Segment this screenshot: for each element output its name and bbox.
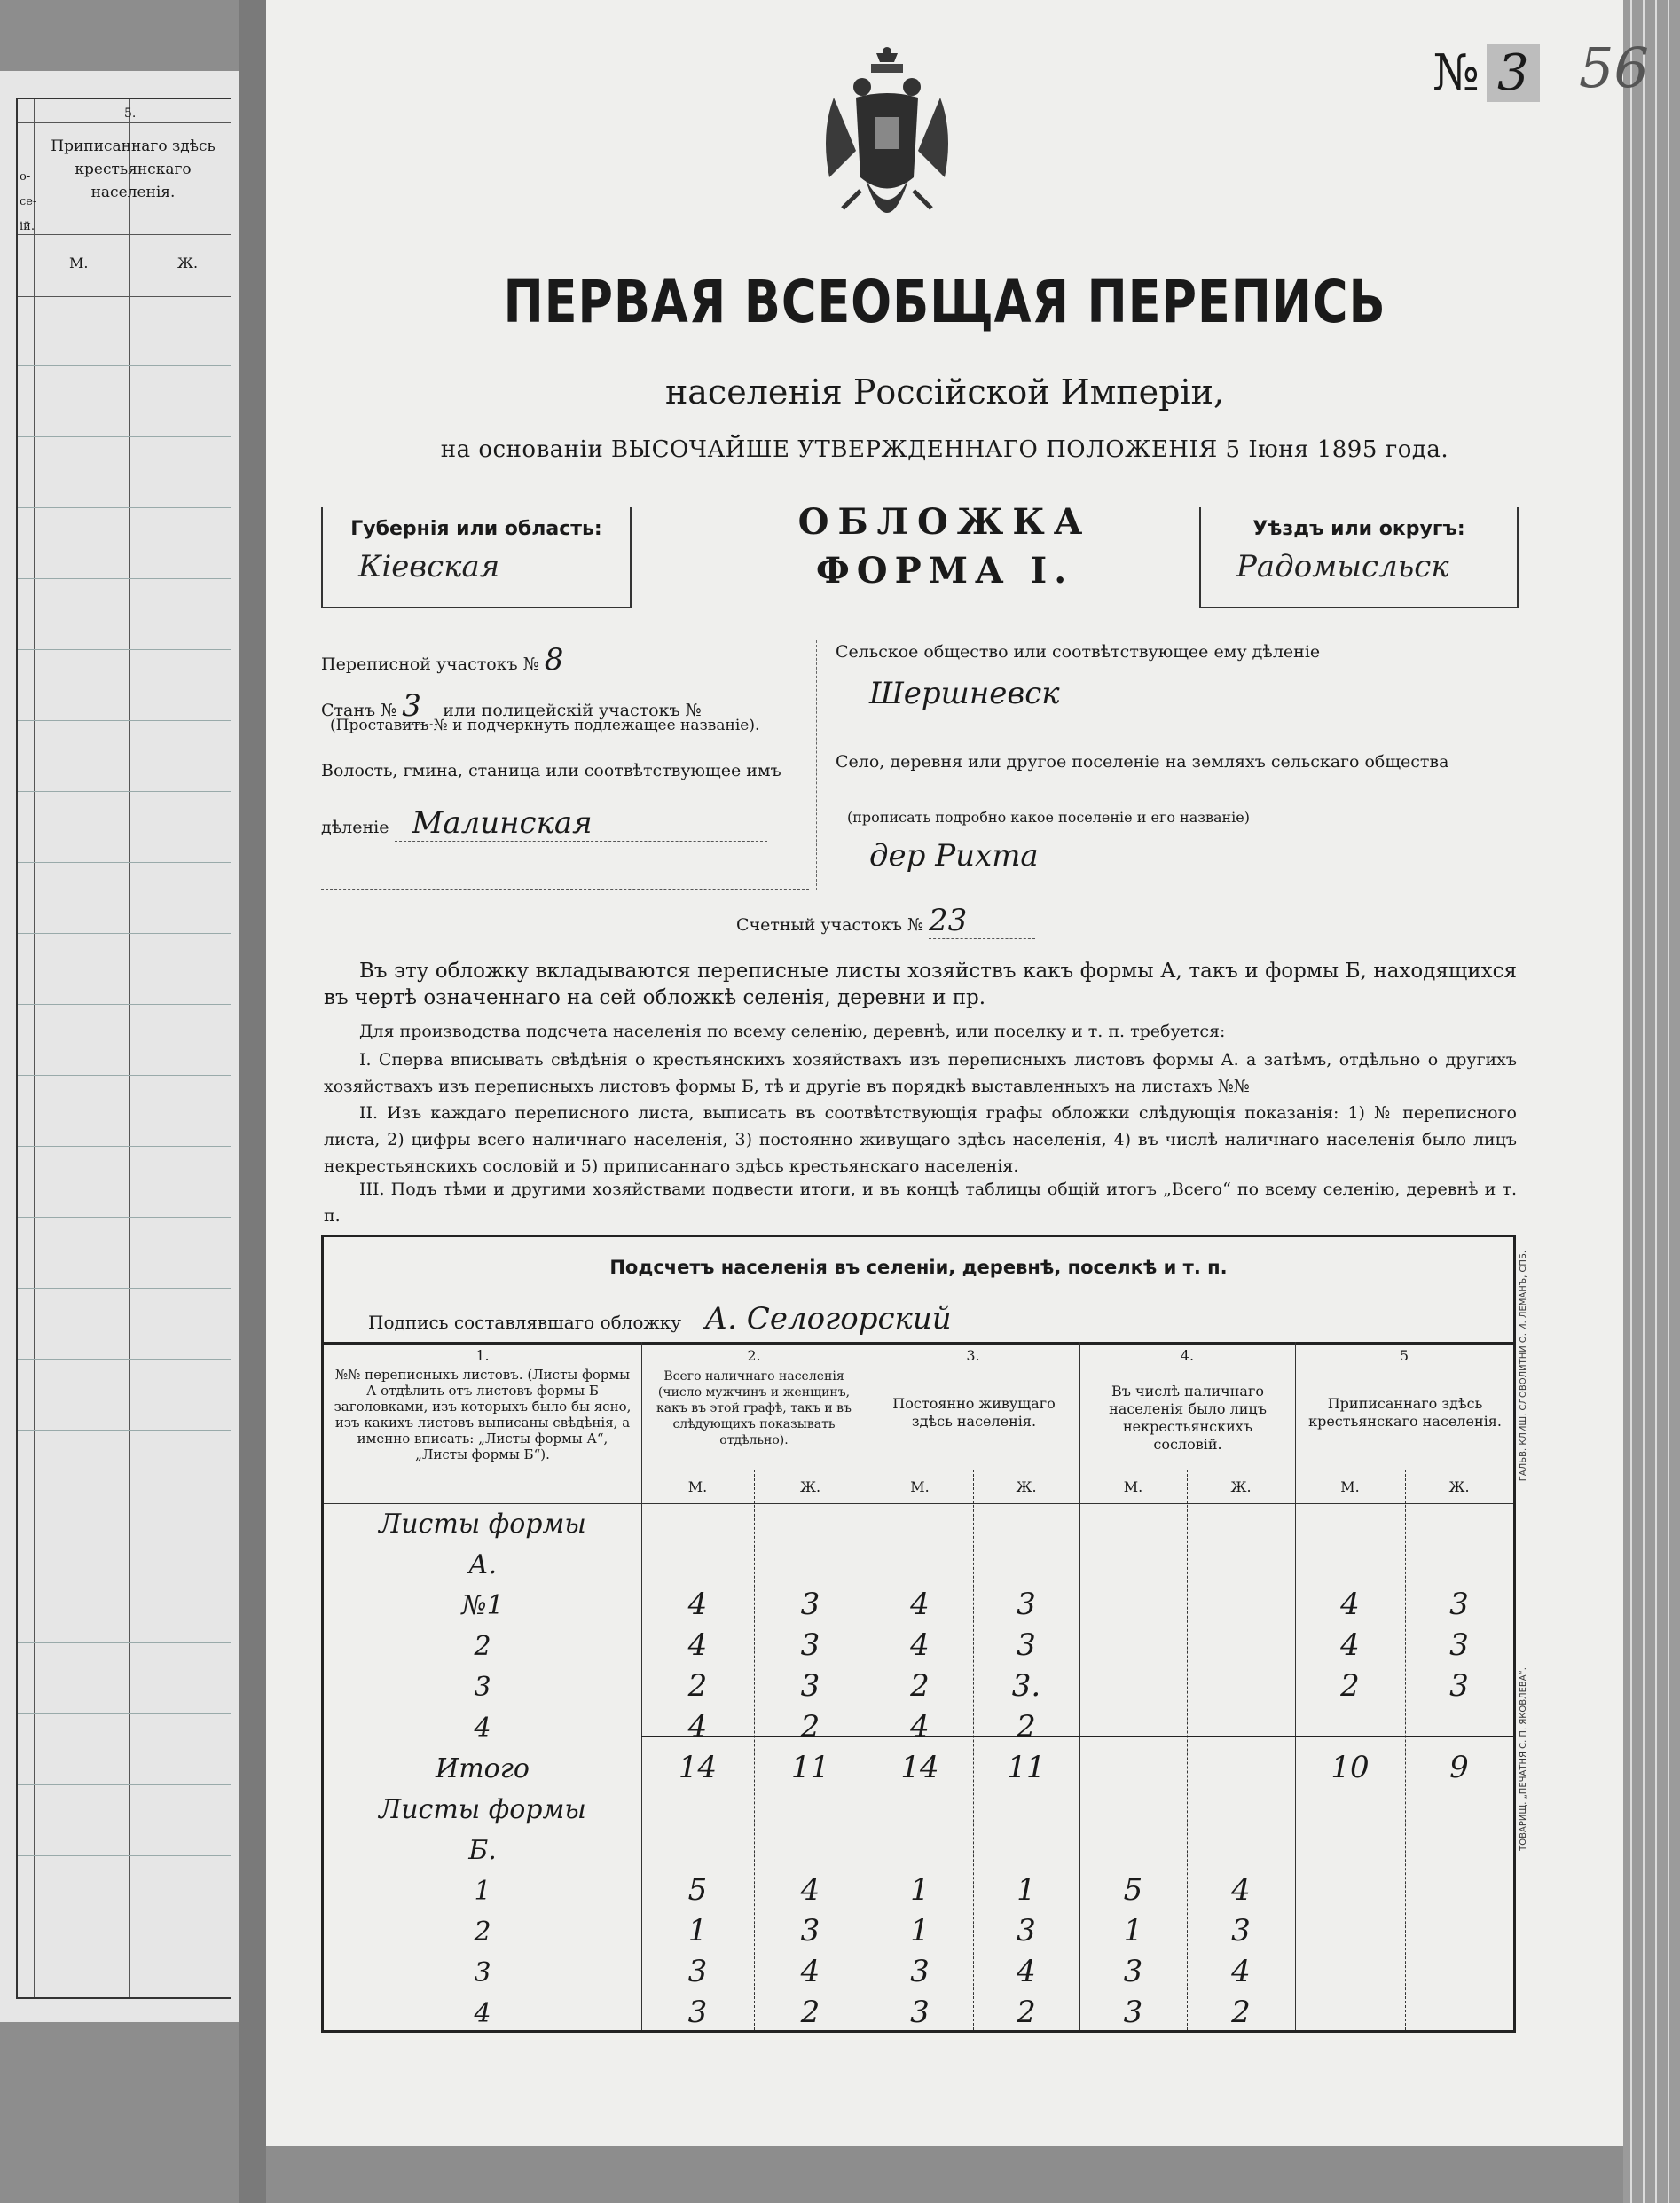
legal-basis: на основаніи ВЫСОЧАЙШЕ УТВЕРЖДЕННАГО ПОЛОЖЕНІЯ 5 Іюня 1895 года. <box>440 436 1449 463</box>
row-label: 2 <box>474 1917 491 1948</box>
row-cell: 9 <box>1449 1750 1469 1785</box>
field-divider <box>816 640 817 890</box>
row-cell: 5 <box>1123 1872 1143 1908</box>
row-cell: 4 <box>910 1587 930 1622</box>
left-male-header: М. <box>69 255 89 271</box>
volost-label: Волость, гмина, станица или соотвѣтствующее имъ <box>321 761 781 780</box>
female-header: Ж. <box>1016 1478 1037 1495</box>
instruction-paragraph: Для производства подсчета населенія по всему селенію, деревнѣ, или поселку и т. п. требуется: <box>359 1022 1226 1041</box>
village-label: Село, деревня или другое поселеніе на земляхъ сельскаго общества <box>836 752 1449 772</box>
male-header: М. <box>910 1478 930 1495</box>
left-column-number: 5. <box>124 106 137 121</box>
engraver-imprint: ГАЛЬВ. КЛИШ. СЛОВОЛИТНИ О. И. ЛЕМАНЪ, СПБ. <box>1519 1250 1528 1482</box>
signer-value: А. Селогорский <box>687 1301 1059 1337</box>
printer-imprint: ТОВАРИЩ. „ПЕЧАТНЯ С. П. ЯКОВЛЕВА“. <box>1519 1667 1528 1851</box>
row-label: Листы формы <box>379 1509 586 1540</box>
row-cell: 1 <box>1123 1913 1143 1948</box>
row-cell: 2 <box>1017 1995 1036 2030</box>
row-cell: 3 <box>1449 1587 1469 1622</box>
row-cell: 3 <box>1123 1954 1143 1989</box>
col-header: Постоянно живущаго здѣсь населенія. <box>892 1395 1056 1430</box>
left-fragment: iй. <box>20 220 35 233</box>
col-number: 3. <box>966 1347 980 1364</box>
row-cell: 3 <box>1017 1587 1036 1622</box>
col-header: Приписаннаго здѣсь крестьянскаго населенія. <box>1308 1395 1502 1430</box>
col-header: Въ числѣ наличнаго населенія было лицъ некрестьянскихъ сословій. <box>1109 1383 1267 1453</box>
row-cell: 1 <box>910 1913 930 1948</box>
female-header: Ж. <box>799 1478 821 1495</box>
row-cell: 2 <box>1340 1668 1360 1704</box>
archive-number <box>1433 44 1540 102</box>
volost-field <box>321 805 767 842</box>
left-fragment: се- <box>20 195 37 208</box>
male-header: М. <box>687 1478 708 1495</box>
female-header: Ж. <box>1230 1478 1252 1495</box>
census-district-value: 8 <box>545 642 749 678</box>
left-page-table <box>16 98 231 1999</box>
counting-district-label: Счетный участокъ № <box>736 915 923 935</box>
page-title: ПЕРВАЯ ВСЕОБЩАЯ ПЕРЕПИСЬ <box>503 268 1386 336</box>
village-value: дер Рихта <box>869 838 1039 874</box>
census-district-label: Переписной участокъ № <box>321 655 539 674</box>
gubernia-label: Губернія или область: <box>350 518 602 540</box>
row-cell: 3 <box>910 1954 930 1989</box>
row-label: 4 <box>474 1998 491 2029</box>
row-cell: 4 <box>687 1587 708 1622</box>
uezd-value: Радомысльск <box>1236 549 1449 584</box>
row-cell: 4 <box>1340 1587 1360 1622</box>
cover-heading: ОБЛОЖКА <box>797 501 1092 543</box>
row-cell: 4 <box>687 1627 708 1663</box>
instruction-paragraph: I. Сперва вписывать свѣдѣнія о крестьянскихъ хозяйствахъ изъ переписныхъ листовъ формы А. а затѣмъ, отдѣльно о другихъ хозяйствахъ изъ переписныхъ листовъ формы Б, тѣ и другіе въ порядкѣ выставленныхъ на листахъ №№ <box>324 1050 1517 1096</box>
row-label: А. <box>467 1549 498 1580</box>
stan-note: (Проставить № и подчеркнуть подлежащее названіе). <box>330 717 760 734</box>
archive-number-label: № <box>1433 44 1480 102</box>
male-header: М. <box>1340 1478 1360 1495</box>
page-subtitle: населенія Россійской Имперіи, <box>664 372 1225 412</box>
row-cell: 4 <box>1231 1872 1251 1908</box>
left-page-fragment <box>0 71 242 2022</box>
gubernia-value: Кіевская <box>358 549 500 584</box>
police-label: или полицейскій участокъ № <box>443 701 702 720</box>
stan-value: 3 <box>402 688 437 725</box>
row-cell: 10 <box>1331 1750 1370 1785</box>
row-cell: 5 <box>687 1872 708 1908</box>
col-number: 4. <box>1180 1347 1195 1364</box>
row-cell: 14 <box>678 1750 718 1785</box>
row-cell: 3. <box>1011 1668 1041 1704</box>
binding-gutter <box>239 0 266 2203</box>
row-cell: 3 <box>687 1995 708 2030</box>
row-cell: 3 <box>800 1627 820 1663</box>
row-cell: 3 <box>1123 1995 1143 2030</box>
row-cell: 3 <box>800 1587 820 1622</box>
col-header: №№ переписныхъ листовъ. (Листы формы А отдѣлить отъ листовъ формы Б заголовками, изъ которыхъ было бы ясно, изъ какихъ листовъ выписаны свѣдѣнія, а именно вписать: „Листы формы А“, „Листы формы Б“). <box>334 1367 632 1462</box>
counting-district-value: 23 <box>929 903 1035 939</box>
volost-value: Малинская <box>395 805 767 842</box>
row-cell: 1 <box>910 1872 930 1908</box>
sheet-number: 56 <box>1579 35 1649 100</box>
instruction-paragraph: Въ эту обложку вкладываются переписные листы хозяйствъ какъ формы А, такъ и формы Б, находящихся въ чертѣ означеннаго на сей обложкѣ селенія, деревни и пр. <box>324 960 1517 1009</box>
row-label: 1 <box>474 1876 491 1907</box>
row-label: 3 <box>474 1672 491 1703</box>
col-number: 1. <box>475 1347 490 1364</box>
row-cell: 4 <box>1017 1954 1036 1989</box>
row-cell: 3 <box>1017 1627 1036 1663</box>
row-cell: 4 <box>1340 1627 1360 1663</box>
uezd-box <box>1199 507 1519 608</box>
row-cell: 3 <box>1231 1913 1251 1948</box>
col-header: Всего наличнаго населенія (число мужчинъ и женщинъ, какъ въ этой графѣ, такъ и въ слѣдующихъ показывать отдѣльно). <box>656 1369 852 1447</box>
census-district-field <box>321 642 749 678</box>
row-label: 4 <box>474 1713 491 1744</box>
table-title: Подсчетъ населенія въ селеніи, деревнѣ, поселкѣ и т. п. <box>609 1257 1228 1278</box>
row-cell: 4 <box>910 1709 930 1744</box>
population-count-table <box>321 1235 1516 2033</box>
archive-number-value: 3 <box>1487 44 1540 102</box>
female-header: Ж. <box>1448 1478 1470 1495</box>
row-cell: 4 <box>800 1954 820 1989</box>
stan-label: Станъ № <box>321 701 397 720</box>
row-label: Итого <box>436 1753 530 1784</box>
row-cell: 3 <box>800 1668 820 1704</box>
page-edges <box>1623 0 1680 2203</box>
row-cell: 3 <box>687 1954 708 1989</box>
row-cell: 1 <box>687 1913 708 1948</box>
col-number: 5 <box>1399 1347 1409 1364</box>
left-female-header: Ж. <box>177 255 199 271</box>
col-number: 2. <box>747 1347 761 1364</box>
row-cell: 2 <box>1017 1709 1036 1744</box>
male-header: М. <box>1123 1478 1143 1495</box>
instruction-paragraph: II. Изъ каждаго переписного листа, выписать въ соотвѣтствующія графы обложки слѣдующія показанія: 1) № переписного листа, 2) цифры всего наличнаго населенія, 3) постоянно живущаго здѣсь населенія, 4) въ числѣ наличнаго населенія было лицъ некрестьянскихъ сословій и 5) приписаннаго здѣсь крестьянскаго населенія. <box>324 1103 1517 1176</box>
signer-label: Подпись составлявшаго обложку <box>368 1312 682 1333</box>
society-value: Шершневск <box>869 676 1060 711</box>
form-heading: ФОРМА І. <box>815 550 1074 592</box>
row-cell: 2 <box>910 1668 930 1704</box>
row-label: Б. <box>468 1835 497 1866</box>
row-cell: 14 <box>900 1750 939 1785</box>
row-cell: 3 <box>910 1995 930 2030</box>
row-cell: 3 <box>1449 1627 1469 1663</box>
uezd-label: Уѣздъ или округъ: <box>1252 518 1465 540</box>
imperial-eagle-icon <box>816 44 958 248</box>
row-cell: 2 <box>687 1668 708 1704</box>
row-cell: 3 <box>1449 1668 1469 1704</box>
row-cell: 11 <box>790 1750 830 1785</box>
row-cell: 2 <box>1231 1995 1251 2030</box>
row-cell: 11 <box>1007 1750 1046 1785</box>
counting-district-field <box>736 903 1035 939</box>
row-cell: 4 <box>800 1872 820 1908</box>
row-cell: 1 <box>1017 1872 1036 1908</box>
row-label: 2 <box>474 1631 491 1662</box>
row-cell: 2 <box>800 1709 820 1744</box>
row-label: 3 <box>474 1957 491 1988</box>
left-fragment: о- <box>20 170 31 184</box>
row-cell: 2 <box>800 1995 820 2030</box>
society-label: Сельское общество или соотвѣтствующее ему дѣленіе <box>836 642 1321 662</box>
row-cell: 4 <box>1231 1954 1251 1989</box>
division-label: дѣленіе <box>321 818 389 837</box>
row-cell: 4 <box>687 1709 708 1744</box>
row-label: Листы формы <box>379 1794 586 1825</box>
blank-line <box>321 869 809 890</box>
village-note: (прописать подробно какое поселеніе и его названіе) <box>847 809 1251 826</box>
row-cell: 4 <box>910 1627 930 1663</box>
row-label: №1 <box>461 1590 504 1621</box>
row-cell: 3 <box>1017 1913 1036 1948</box>
instruction-paragraph: III. Подъ тѣми и другими хозяйствами подвести итоги, и въ концѣ таблицы общій итогъ „Всего“ по всему селенію, деревнѣ и т. п. <box>324 1180 1517 1226</box>
signer-field <box>368 1301 1059 1337</box>
row-cell: 3 <box>800 1913 820 1948</box>
left-column-header: Приписаннаго здѣсь крестьянскаго населенія. <box>51 137 216 201</box>
